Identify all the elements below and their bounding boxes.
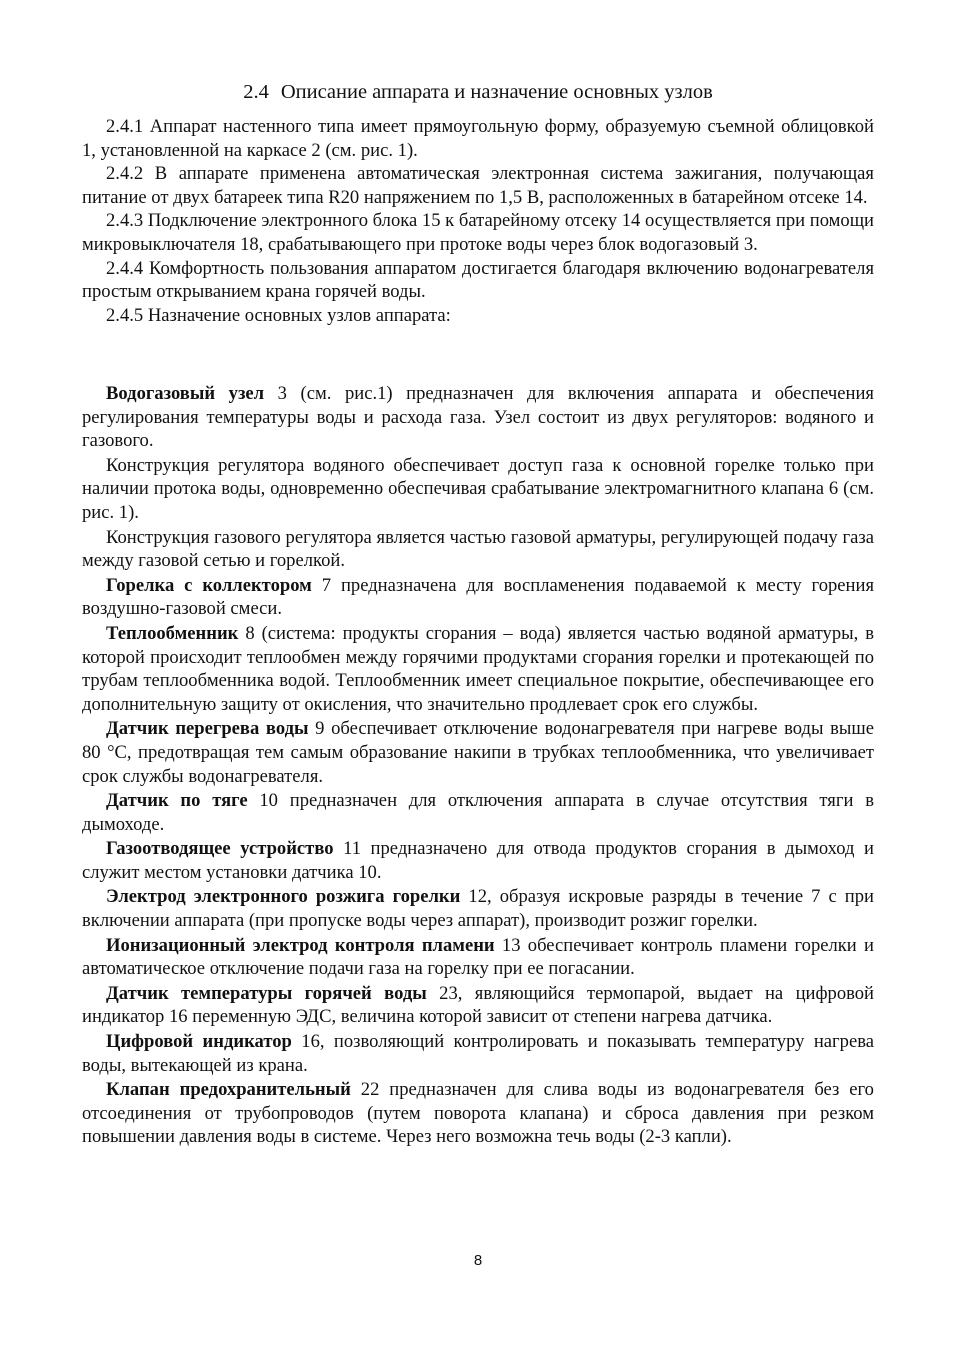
component-paragraph [82,622,874,716]
subsection-list [82,115,874,327]
component-paragraph [82,982,874,1029]
component-text: 7 предназначена для воспламенения подаваемой к месту горения воздушно-газовой смеси. [82,574,874,620]
subsection-paragraph [82,209,874,256]
subsection-number: 2.4.3 [106,210,144,232]
component-paragraph [82,574,874,621]
component-term: Датчик температуры горячей воды [106,982,427,1004]
component-paragraph [82,885,874,932]
subsection-paragraph [82,162,874,209]
component-text: 16, позволяющий контролировать и показывать температуру нагрева воды, вытекающей из крана. [82,1031,875,1076]
subsection-number: 2.4.4 [106,257,144,279]
component-paragraph [82,934,874,981]
component-paragraph [82,717,874,788]
page-number: 8 [473,1252,483,1269]
component-text: 10 предназначен для отключения аппарата в случае отсутствия тяги в дымоходе. [82,790,874,835]
component-term: Ионизационный электрод контроля пламени [106,934,495,956]
component-text: 8 (система: продукты сгорания – вода) является частью водяной арматуры, в которой происходит теплообмен между горячими продуктами сгорания горелки и протекающей по трубам теплообменника водой. Теплообменник имеет специальное покрытие, обеспечивающее его дополнительную защиту от окисления, что значительно продлевает срок его службы. [82,622,874,715]
component-paragraph [82,382,874,453]
subsection-text: Аппарат настенного типа имеет прямоугольную форму, образуемую съемной облицовкой 1, установленной на каркасе 2 (см. рис. 1). [82,116,874,161]
subsection-text: Назначение основных узлов аппарата: [147,304,451,326]
component-term: Цифровой индикатор [106,1031,292,1053]
component-text: 13 обеспечивает контроль пламени горелки и автоматическое отключение подачи газа на горелку при ее погасании. [82,934,874,980]
component-paragraph [82,837,874,884]
component-text: Конструкция газового регулятора является частью газовой арматуры, регулирующей подачу газа между газовой сетью и горелкой. [82,526,874,572]
subsection-paragraph [82,115,874,162]
subsection-text: Комфортность пользования аппаратом достигается благодаря включению водонагревателя простым открыванием крана горячей воды. [82,257,875,303]
component-text: 11 предназначено для отвода продуктов сгорания в дымоход и служит местом установки датчика 10. [82,838,874,883]
component-text: Конструкция регулятора водяного обеспечивает доступ газа к основной горелке только при наличии протока воды, одновременно обеспечивая срабатывание электромагнитного клапана 6 (см. рис. 1). [82,454,874,523]
component-paragraph [82,454,874,525]
section-number: 2.4 [243,81,269,103]
subsection-paragraph [82,304,874,328]
subsection-paragraph [82,257,874,304]
component-paragraph [82,1030,874,1077]
subsection-text: Подключение электронного блока 15 к батарейному отсеку 14 осуществляется при помощи микровыключателя 18, срабатывающего при протоке воды через блок водогазовый 3. [82,210,874,255]
section-title: Описание аппарата и назначение основных узлов [280,81,713,103]
component-text: 3 (см. рис.1) предназначен для включения аппарата и обеспечения регулирования температуры воды и расхода газа. Узел состоит из двух регуляторов: водяного и газового. [82,383,874,452]
subsection-number: 2.4.2 [106,163,144,185]
component-text: 23, являющийся термопарой, выдает на цифровой индикатор 16 переменную ЭДС, величина которой зависит от степени нагрева датчика. [82,982,875,1028]
document-page [82,0,874,1350]
component-text: 9 обеспечивает отключение водонагревателя при нагреве воды выше 80 °С, предотвращая тем самым образование накипи в трубках теплообменника, что увеличивает срок службы водонагревателя. [82,718,874,787]
component-paragraph [82,789,874,836]
component-term: Датчик по тяге [106,790,248,812]
component-term: Горелка с коллектором [106,574,312,596]
component-term: Клапан предохранительный [106,1079,351,1101]
subsection-text: В аппарате применена автоматическая электронная система зажигания, получающая питание от двух батареек типа R20 напряжением по 1,5 В, расположенных в батарейном отсеке 14. [82,163,874,208]
component-term: Электрод электронного розжига горелки [106,886,461,908]
component-term: Газоотводящее устройство [106,838,334,860]
component-text: 12, образуя искровые разряды в течение 7 с при включении аппарата (при пропуске воды через аппарат), производит розжиг горелки. [82,886,874,932]
component-paragraph [82,1078,874,1149]
subsection-number: 2.4.1 [106,116,144,137]
component-term: Теплообменник [106,622,239,644]
component-term: Датчик перегрева воды [106,718,309,740]
component-descriptions [82,382,874,1150]
component-paragraph [82,526,874,573]
section-heading [82,80,874,104]
component-term: Водогазовый узел [106,383,265,404]
component-text: 22 предназначен для слива воды из водонагревателя без его отсоединения от трубопроводов (путем поворота клапана) и сброса давления при резком повышении давления воды в системе. Через него возможна течь воды (2-3 капли). [82,1079,874,1148]
subsection-number: 2.4.5 [106,304,144,326]
